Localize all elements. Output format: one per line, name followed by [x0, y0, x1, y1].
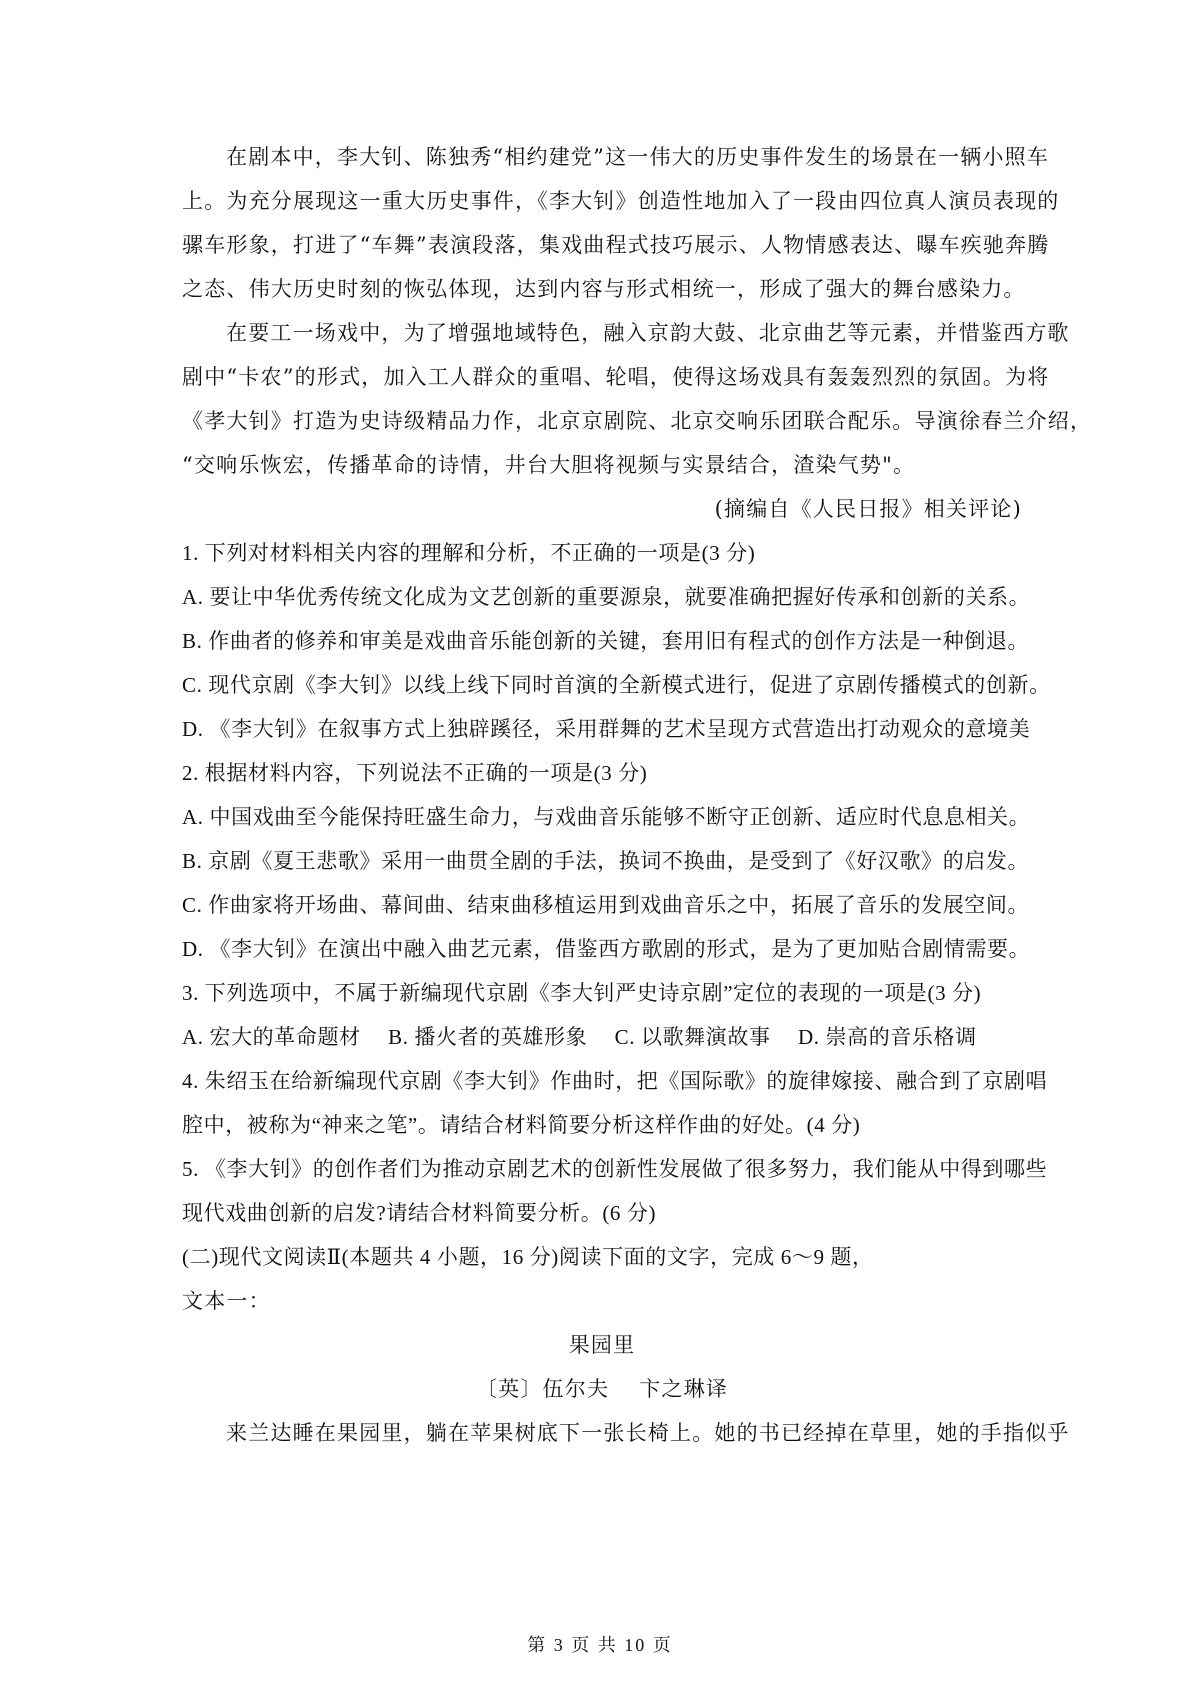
page-number: 第 3 页 共 10 页 [527, 1635, 673, 1655]
answer-option: C. 作曲家将开场曲、幕间曲、结束曲移植运用到戏曲音乐之中，拓展了音乐的发展空间。 [182, 893, 1030, 917]
answer-option: C. 现代京剧《李大钊》以线上线下同时首演的全新模式进行，促进了京剧传播模式的创新。 [182, 673, 1051, 697]
passage-line: 骡车形象，打进了“车舞”表演段落，集戏曲程式技巧展示、人物情感表达、曝车疾驰奔腾 [182, 233, 1050, 257]
text-one-label: 文本一： [182, 1289, 271, 1313]
passage-line: 《孝大钊》打造为史诗级精品力作，北京京剧院、北京交响乐团联合配乐。导演徐春兰介绍， [182, 409, 1093, 433]
source-attribution: (摘编自《人民日报》相关评论) [714, 497, 1022, 521]
story-first-line: 来兰达睡在果园里，躺在苹果树底下一张长椅上。她的书已经掉在草里，她的手指似乎 [226, 1421, 1070, 1445]
passage-line: 在剧本中，李大钊、陈独秀“相约建党”这一伟大的历史事件发生的场景在一辆小照车 [226, 145, 1050, 169]
answer-option: B. 作曲者的修养和审美是戏曲音乐能创新的关键，套用旧有程式的创作方法是一种倒退。 [182, 629, 1030, 653]
passage-line: 剧中“卡农”的形式，加入工人群众的重唱、轮唱，使得这场戏具有轰轰烈烈的氛固。为将 [182, 365, 1050, 389]
passage-line: 上。为充分展现这一重大历史事件，《李大钊》创造性地加入了一段由四位真人演员表现的 [182, 189, 1060, 213]
answer-option: A. 要让中华优秀传统文化成为文艺创新的重要源泉，就要准确把握好传承和创新的关系。 [182, 585, 1031, 609]
question-stem: 5. 《李大钊》的创作者们为推动京剧艺术的创新性发展做了很多努力，我们能从中得到哪些 [182, 1157, 1048, 1181]
answer-option: B. 京剧《夏王悲歌》采用一曲贯全剧的手法，换词不换曲，是受到了《好汉歌》的启发。 [182, 849, 1030, 873]
section-heading: (二)现代文阅读Ⅱ(本题共 4 小题，16 分)阅读下面的文字，完成 6～9 题， [182, 1245, 874, 1269]
story-title: 果园里 [568, 1333, 636, 1357]
question-stem: 1. 下列对材料相关内容的理解和分析，不正确的一项是(3 分) [182, 541, 756, 565]
answer-options-row: A. 宏大的革命题材 B. 播火者的英雄形象 C. 以歌舞演故事 D. 崇高的音乐格调 [182, 1025, 977, 1049]
question-stem: 2. 根据材料内容，下列说法不正确的一项是(3 分) [182, 761, 648, 785]
passage-line: 在要工一场戏中，为了增强地域特色，融入京韵大鼓、北京曲艺等元素，并惜鉴西方歌 [226, 321, 1070, 345]
answer-option: D. 《李大钊》在演出中融入曲艺元素，借鉴西方歌剧的形式，是为了更加贴合剧情需要。 [182, 937, 1031, 961]
answer-option: A. 中国戏曲至今能保持旺盛生命力，与戏曲音乐能够不断守正创新、适应时代息息相关。 [182, 805, 1031, 829]
question-stem-continued: 腔中，被称为“神来之笔”。请结合材料简要分析这样作曲的好处。(4 分) [182, 1113, 861, 1137]
passage-line: 之态、伟大历史时刻的恢弘体现，达到内容与形式相统一，形成了强大的舞台感染力。 [182, 277, 1026, 301]
answer-option: D. 《李大钊》在叙事方式上独辟蹊径，采用群舞的艺术呈现方式营造出打动观众的意境美 [182, 717, 1031, 741]
question-stem: 3. 下列选项中，不属于新编现代京剧《李大钊严史诗京剧”定位的表现的一项是(3 分) [182, 981, 982, 1005]
story-author: 〔英〕伍尔夫 卞之琳译 [475, 1377, 729, 1401]
question-stem: 4. 朱绍玉在给新编现代京剧《李大钊》作曲时，把《国际歌》的旋律嫁接、融合到了京剧唱 [182, 1069, 1048, 1093]
question-stem-continued: 现代戏曲创新的启发?请结合材料简要分析。(6 分) [182, 1201, 657, 1225]
passage-line: “交响乐恢宏，传播革命的诗情，井台大胆将视频与实景结合，渣染气势"。 [182, 453, 916, 477]
